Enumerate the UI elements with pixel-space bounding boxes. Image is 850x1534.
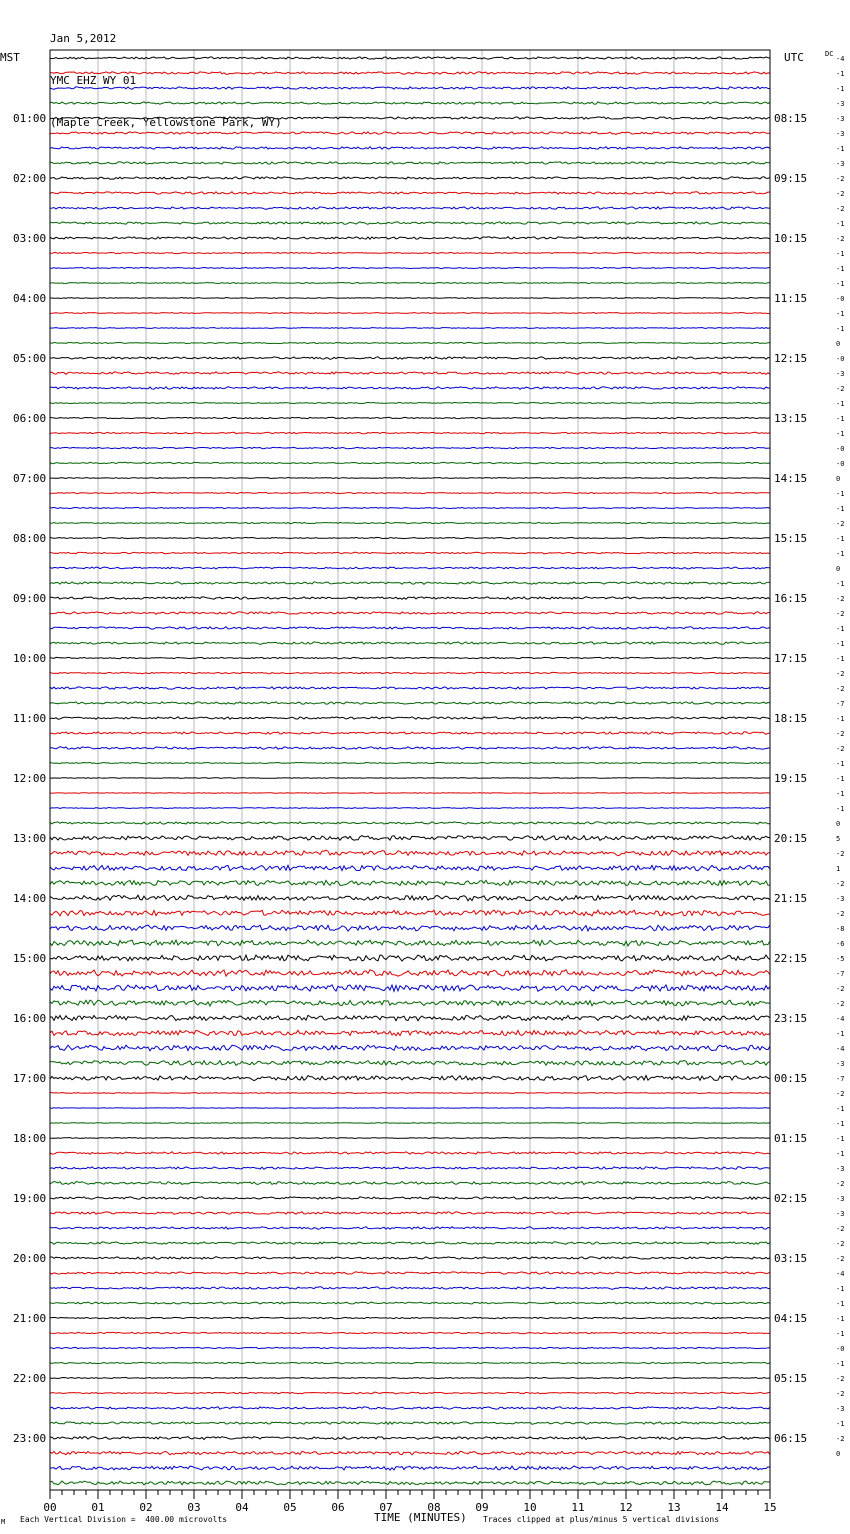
utc-hour-label: 02:15	[774, 1192, 808, 1205]
dc-offset-label: -3	[836, 1210, 845, 1218]
seismic-trace	[50, 328, 770, 329]
dc-offset-label: -1	[836, 220, 845, 228]
x-tick-label: 06	[331, 1501, 345, 1514]
seismic-trace	[50, 1123, 770, 1124]
plot-frame	[50, 50, 770, 1490]
dc-offset-label: -2	[836, 1180, 845, 1188]
utc-hour-label: 03:15	[774, 1252, 808, 1265]
utc-hour-label: 09:15	[774, 172, 808, 185]
mst-hour-label: 06:00	[13, 412, 47, 425]
mst-hour-label: 14:00	[13, 892, 47, 905]
dc-offset-label: 1	[836, 865, 841, 873]
seismic-trace	[50, 1451, 770, 1455]
mst-hour-label: 21:00	[13, 1312, 47, 1325]
dc-offset-label: -1	[836, 805, 845, 813]
dc-offset-label: -3	[836, 370, 845, 378]
x-tick-label: 12	[619, 1501, 633, 1514]
seismic-trace	[50, 597, 770, 600]
seismic-trace	[50, 1377, 770, 1378]
seismic-trace	[50, 1061, 770, 1066]
seismic-trace	[50, 1138, 770, 1139]
utc-hour-label: 06:15	[774, 1432, 808, 1445]
seismic-trace	[50, 1045, 770, 1051]
seismic-trace	[50, 282, 770, 283]
dc-offset-label: -2	[836, 205, 845, 213]
seismic-trace	[50, 478, 770, 479]
dc-offset-label: -2	[836, 910, 845, 918]
dc-offset-label: -2	[836, 1000, 845, 1008]
seismic-trace	[50, 865, 770, 871]
dc-offset-label: -1	[836, 715, 845, 723]
dc-offset-label: 0	[836, 1450, 841, 1458]
dc-offset-label: -3	[836, 1195, 845, 1203]
dc-offset-label: -2	[836, 1090, 845, 1098]
seismic-trace	[50, 177, 770, 179]
seismic-trace	[50, 836, 770, 841]
dc-offset-label: -0	[836, 460, 845, 468]
x-tick-label: 08	[427, 1501, 441, 1514]
dc-offset-label: -1	[836, 790, 845, 798]
dc-offset-label: -3	[836, 115, 845, 123]
x-tick-label: 09	[475, 1501, 489, 1514]
x-tick-label: 13	[667, 1501, 681, 1514]
dc-offset-label: -1	[836, 1030, 845, 1038]
utc-hour-label: 04:15	[774, 1312, 808, 1325]
dc-offset-label: -3	[836, 895, 845, 903]
dc-offset-label: -1	[836, 1135, 845, 1143]
utc-hour-label: 10:15	[774, 232, 808, 245]
dc-offset-label: -1	[836, 760, 845, 768]
seismic-trace	[50, 582, 770, 585]
dc-offset-label: -1	[836, 145, 845, 153]
seismic-trace	[50, 895, 770, 901]
utc-axis-title: UTC	[784, 51, 804, 64]
utc-hour-label: 01:15	[774, 1132, 808, 1145]
seismic-trace	[50, 57, 770, 60]
utc-hour-label: 05:15	[774, 1372, 808, 1385]
dc-offset-label: -1	[836, 310, 845, 318]
seismic-trace	[50, 732, 770, 735]
seismic-trace	[50, 222, 770, 225]
dc-offset-label: -1	[836, 625, 845, 633]
seismic-trace	[50, 1362, 770, 1364]
dc-offset-label: -2	[836, 1435, 845, 1443]
dc-offset-label: -1	[836, 265, 845, 273]
seismic-trace	[50, 87, 770, 90]
dc-offset-label: -1	[836, 1315, 845, 1323]
mst-hour-label: 08:00	[13, 532, 47, 545]
mst-hour-label: 10:00	[13, 652, 47, 665]
utc-hour-label: 00:15	[774, 1072, 808, 1085]
dc-offset-label: -1	[836, 85, 845, 93]
dc-offset-label: -7	[836, 700, 845, 708]
seismic-trace	[50, 612, 770, 614]
dc-offset-label: -1	[836, 505, 845, 513]
seismic-trace	[50, 357, 770, 360]
dc-offset-label: -8	[836, 925, 845, 933]
dc-offset-label: 0	[836, 475, 841, 483]
seismic-trace	[50, 1407, 770, 1410]
footer-mark: M	[1, 1518, 6, 1526]
x-tick-label: 01	[91, 1501, 105, 1514]
grid-lines	[98, 50, 722, 1490]
dc-offset-label: -2	[836, 730, 845, 738]
seismic-trace	[50, 372, 770, 375]
dc-offset-label: -1	[836, 1120, 845, 1128]
seismic-trace	[50, 162, 770, 164]
seismic-trace	[50, 432, 770, 434]
seismic-trace	[50, 102, 770, 104]
dc-offset-label: -2	[836, 1255, 845, 1263]
mst-hour-label: 13:00	[13, 832, 47, 845]
seismic-trace	[50, 1257, 770, 1260]
dc-offset-label: -1	[836, 400, 845, 408]
seismic-trace	[50, 522, 770, 523]
dc-offset-label: -1	[836, 430, 845, 438]
mst-axis-title: MST	[0, 51, 20, 64]
mst-hour-label: 09:00	[13, 592, 47, 605]
header-location: (Maple Creek, Yellowstone Park, WY)	[50, 116, 282, 129]
mst-hour-label: 11:00	[13, 712, 47, 725]
seismic-trace	[50, 1015, 770, 1021]
dc-offset-label: -3	[836, 130, 845, 138]
seismic-trace	[50, 267, 770, 268]
seismic-trace	[50, 1108, 770, 1109]
seismic-trace	[50, 462, 770, 464]
seismic-trace	[50, 192, 770, 195]
seismic-trace	[50, 1212, 770, 1215]
seismic-trace	[50, 808, 770, 809]
dc-offset-label: -4	[836, 1270, 845, 1278]
seismic-trace	[50, 507, 770, 508]
dc-offset-label: -1	[836, 1285, 845, 1293]
seismic-trace	[50, 672, 770, 674]
seismic-trace	[50, 117, 770, 119]
seismic-trace	[50, 1272, 770, 1274]
utc-hour-label: 19:15	[774, 772, 808, 785]
seismic-trace	[50, 642, 770, 645]
seismic-trace	[50, 1242, 770, 1245]
dc-offset-label: -1	[836, 280, 845, 288]
vertical-scale-note: Each Vertical Division = 400.00 microvolts	[20, 1515, 228, 1524]
dc-offset-label: -1	[836, 1420, 845, 1428]
seismic-trace	[50, 985, 770, 992]
seismic-trace	[50, 132, 770, 135]
dc-offset-label: -2	[836, 745, 845, 753]
mst-hour-label: 04:00	[13, 292, 47, 305]
seismic-trace	[50, 537, 770, 538]
seismic-trace	[50, 702, 770, 705]
dc-offset-label: -2	[836, 985, 845, 993]
dc-offset-label: -7	[836, 1075, 845, 1083]
dc-offset-label: -1	[836, 1300, 845, 1308]
utc-hour-label: 08:15	[774, 112, 808, 125]
seismic-trace	[50, 940, 770, 946]
x-tick-label: 03	[187, 1501, 201, 1514]
seismic-trace	[50, 793, 770, 794]
seismic-trace	[50, 657, 770, 659]
x-axis-label: TIME (MINUTES)	[374, 1511, 467, 1524]
utc-hour-label: 21:15	[774, 892, 808, 905]
seismic-trace	[50, 1347, 770, 1348]
x-tick-label: 15	[763, 1501, 777, 1514]
mst-hour-label: 19:00	[13, 1192, 47, 1205]
dc-offset-label: -2	[836, 1375, 845, 1383]
dc-offset-label: -3	[836, 160, 845, 168]
mst-hour-label: 05:00	[13, 352, 47, 365]
mst-hour-label: 01:00	[13, 112, 47, 125]
mst-hour-label: 03:00	[13, 232, 47, 245]
dc-offset-label: -2	[836, 190, 845, 198]
mst-hour-label: 15:00	[13, 952, 47, 965]
dc-offset-label: -1	[836, 490, 845, 498]
seismic-trace	[50, 925, 770, 931]
seismic-trace	[50, 492, 770, 493]
header-date: Jan 5,2012	[50, 32, 117, 45]
dc-offset-label: -1	[836, 580, 845, 588]
dc-offset-label: -2	[836, 1240, 845, 1248]
seismic-trace	[50, 417, 770, 419]
dc-offset-label: -2	[836, 1225, 845, 1233]
dc-offset-label: -2	[836, 610, 845, 618]
utc-hour-label: 12:15	[774, 352, 808, 365]
seismic-trace	[50, 1287, 770, 1290]
seismic-trace	[50, 342, 770, 343]
seismic-trace	[50, 762, 770, 763]
mst-hour-label: 12:00	[13, 772, 47, 785]
header-station: YMC EHZ WY 01	[50, 74, 137, 87]
seismic-trace	[50, 747, 770, 749]
dc-offset-label: -2	[836, 1390, 845, 1398]
dc-offset-label: -3	[836, 1405, 845, 1413]
mst-hour-label: 02:00	[13, 172, 47, 185]
utc-hour-label: 22:15	[774, 952, 808, 965]
seismic-trace	[50, 1466, 770, 1470]
utc-hour-label: 20:15	[774, 832, 808, 845]
clip-note: Traces clipped at plus/minus 5 vertical divisions	[483, 1515, 720, 1524]
utc-hour-label: 15:15	[774, 532, 808, 545]
dc-offset-label: -2	[836, 670, 845, 678]
dc-offset-label: -1	[836, 1105, 845, 1113]
seismic-trace	[50, 1030, 770, 1036]
dc-offset-label: -2	[836, 520, 845, 528]
x-tick-label: 02	[139, 1501, 153, 1514]
seismic-trace	[50, 1302, 770, 1304]
dc-offset-label: -2	[836, 880, 845, 888]
axis-labels	[13, 55, 844, 1514]
utc-hour-label: 16:15	[774, 592, 808, 605]
mst-hour-label: 20:00	[13, 1252, 47, 1265]
mst-hour-label: 16:00	[13, 1012, 47, 1025]
seismic-trace	[50, 1227, 770, 1230]
seismic-trace	[50, 1093, 770, 1094]
utc-hour-label: 17:15	[774, 652, 808, 665]
seismic-trace	[50, 447, 770, 448]
dc-offset-label: -2	[836, 235, 845, 243]
dc-column-title: DC	[825, 50, 834, 58]
utc-hour-label: 18:15	[774, 712, 808, 725]
dc-offset-label: -1	[836, 1150, 845, 1158]
x-tick-label: 14	[715, 1501, 729, 1514]
dc-offset-label: -3	[836, 1165, 845, 1173]
mst-hour-label: 22:00	[13, 1372, 47, 1385]
seismic-trace	[50, 880, 770, 885]
seismic-trace	[50, 627, 770, 630]
dc-offset-label: -3	[836, 1060, 845, 1068]
dc-offset-label: -2	[836, 595, 845, 603]
dc-offset-label: -1	[836, 1330, 845, 1338]
dc-offset-label: -1	[836, 325, 845, 333]
dc-offset-label: -0	[836, 355, 845, 363]
seismic-trace	[50, 910, 770, 916]
seismic-trace	[50, 207, 770, 210]
seismic-trace	[50, 72, 770, 74]
utc-hour-label: 13:15	[774, 412, 808, 425]
seismic-trace	[50, 402, 770, 403]
dc-offset-label: 0	[836, 565, 841, 573]
seismic-trace	[50, 850, 770, 856]
utc-hour-label: 11:15	[774, 292, 808, 305]
utc-hour-label: 14:15	[774, 472, 808, 485]
seismic-trace	[50, 1332, 770, 1334]
dc-offset-label: -1	[836, 535, 845, 543]
dc-offset-label: -1	[836, 250, 845, 258]
seismic-trace	[50, 237, 770, 240]
dc-offset-label: -1	[836, 415, 845, 423]
dc-offset-label: -4	[836, 1045, 845, 1053]
seismic-trace	[50, 313, 770, 314]
mst-hour-label: 23:00	[13, 1432, 47, 1445]
seismic-trace	[50, 1317, 770, 1318]
seismic-trace	[50, 970, 770, 977]
seismic-trace	[50, 1000, 770, 1006]
dc-offset-label: -1	[836, 550, 845, 558]
dc-offset-label: -4	[836, 55, 845, 63]
seismic-trace	[50, 567, 770, 569]
dc-offset-label: -5	[836, 955, 845, 963]
seismic-trace	[50, 1182, 770, 1185]
utc-hour-label: 23:15	[774, 1012, 808, 1025]
dc-offset-label: -6	[836, 940, 845, 948]
dc-offset-label: 5	[836, 835, 841, 843]
dc-offset-label: -1	[836, 1360, 845, 1368]
seismic-trace	[50, 778, 770, 779]
seismic-trace	[50, 147, 770, 150]
dc-offset-label: -0	[836, 1345, 845, 1353]
seismic-trace	[50, 1076, 770, 1081]
seismic-trace	[50, 1437, 770, 1440]
dc-offset-label: 0	[836, 820, 841, 828]
dc-offset-label: -1	[836, 640, 845, 648]
dc-offset-label: -2	[836, 850, 845, 858]
dc-offset-label: -1	[836, 655, 845, 663]
seismic-trace	[50, 1481, 770, 1485]
dc-offset-label: -0	[836, 445, 845, 453]
mst-hour-label: 18:00	[13, 1132, 47, 1145]
dc-offset-label: -2	[836, 685, 845, 693]
seismic-trace	[50, 955, 770, 961]
mst-hour-label: 17:00	[13, 1072, 47, 1085]
seismic-trace	[50, 687, 770, 689]
trace-lines	[50, 57, 770, 1485]
seismic-trace	[50, 298, 770, 299]
dc-offset-label: -1	[836, 70, 845, 78]
x-tick-label: 10	[523, 1501, 537, 1514]
seismic-trace	[50, 252, 770, 253]
dc-offset-label: -4	[836, 1015, 845, 1023]
seismic-trace	[50, 1152, 770, 1155]
seismic-trace	[50, 822, 770, 825]
x-tick-label: 00	[43, 1501, 57, 1514]
dc-offset-label: -7	[836, 970, 845, 978]
dc-offset-label: -0	[836, 295, 845, 303]
seismic-trace	[50, 552, 770, 554]
x-tick-label: 07	[379, 1501, 393, 1514]
seismic-trace	[50, 717, 770, 720]
seismic-trace	[50, 1392, 770, 1394]
mst-hour-label: 07:00	[13, 472, 47, 485]
seismic-trace	[50, 1422, 770, 1425]
seismic-trace	[50, 387, 770, 390]
dc-offset-label: 0	[836, 340, 841, 348]
dc-offset-label: -3	[836, 100, 845, 108]
seismic-trace	[50, 1167, 770, 1170]
dc-offset-label: -1	[836, 775, 845, 783]
x-tick-label: 05	[283, 1501, 297, 1514]
x-tick-label: 04	[235, 1501, 249, 1514]
x-tick-label: 11	[571, 1501, 585, 1514]
dc-offset-label: -2	[836, 385, 845, 393]
seismic-trace	[50, 1197, 770, 1200]
dc-offset-label: -2	[836, 175, 845, 183]
